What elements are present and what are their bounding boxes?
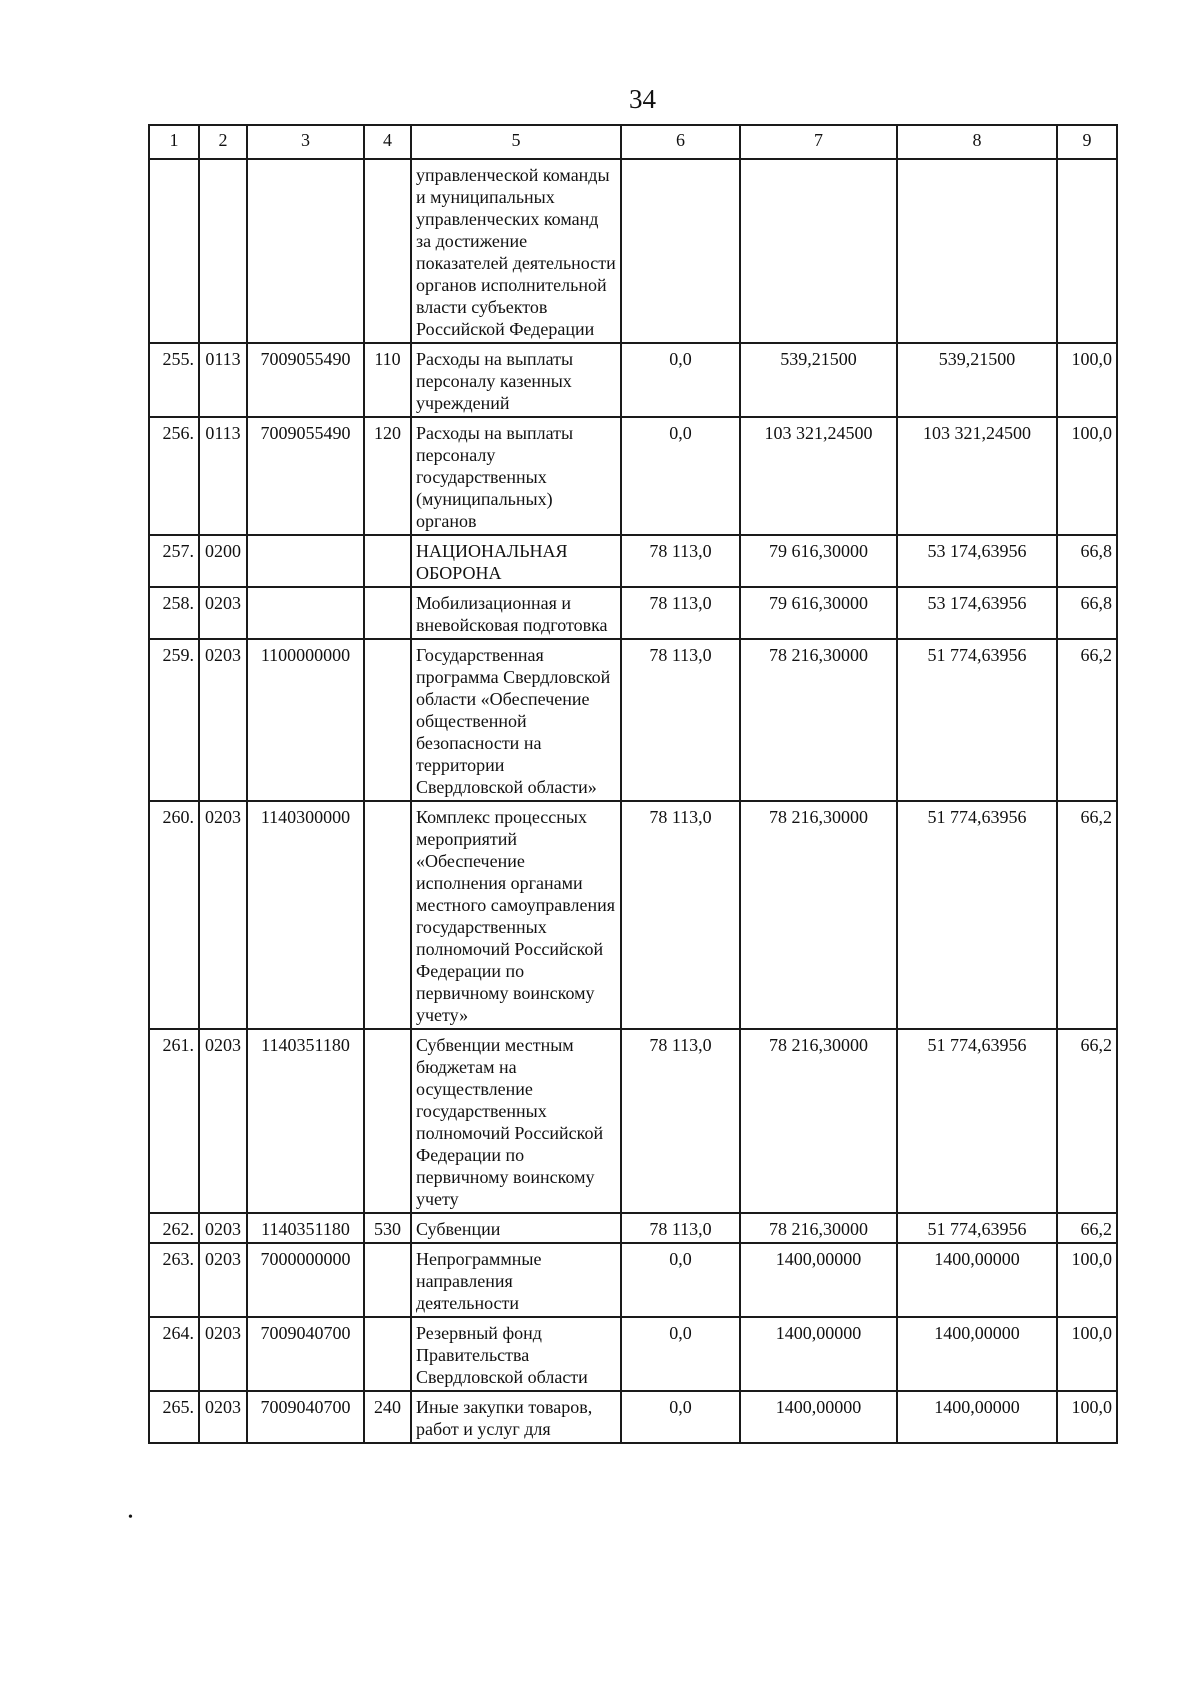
table-cell: 53 174,63956 [897,535,1057,587]
table-row [149,801,1117,1029]
table-cell: 100,0 [1057,1391,1117,1443]
table-cell: 7009040700 [247,1391,364,1443]
table-cell: 1400,00000 [897,1243,1057,1317]
table-cell: 1140300000 [247,801,364,1029]
column-header-4: 4 [364,125,411,159]
table-cell: 51 774,63956 [897,639,1057,801]
table-cell: 0113 [199,417,247,535]
table-cell: Комплекс процессных мероприятий «Обеспечение исполнения органами местного самоуправления государственных полномочий Российской Федерации по первичному воинскому учету» [411,801,621,1029]
table-cell [364,639,411,801]
table-cell: 260. [149,801,199,1029]
table-cell [199,159,247,343]
table-row [149,417,1117,535]
table-cell: 539,21500 [740,343,897,417]
table-cell: 0203 [199,587,247,639]
table-cell: 259. [149,639,199,801]
column-header-2: 2 [199,125,247,159]
table-cell: 79 616,30000 [740,587,897,639]
table-cell [247,159,364,343]
table-row [149,343,1117,417]
table-cell: 100,0 [1057,1243,1117,1317]
column-header-8: 8 [897,125,1057,159]
scan-mark: • [128,1510,133,1525]
table-cell: Субвенции местным бюджетам на осуществление государственных полномочий Российской Федерации по первичному воинскому учету [411,1029,621,1213]
table-cell: 78 216,30000 [740,1029,897,1213]
table-cell: 79 616,30000 [740,535,897,587]
column-header-6: 6 [621,125,740,159]
table-cell: 0203 [199,801,247,1029]
table-row [149,639,1117,801]
table-cell: 0203 [199,1391,247,1443]
table-cell: Резервный фонд Правительства Свердловской области [411,1317,621,1391]
budget-table [148,124,1118,1444]
table-cell: 264. [149,1317,199,1391]
table-cell: 66,2 [1057,1029,1117,1213]
table-header [149,125,1117,159]
table-cell: 1400,00000 [897,1317,1057,1391]
table-cell: 1400,00000 [740,1317,897,1391]
table-cell: Субвенции [411,1213,621,1243]
table-cell: 78 216,30000 [740,1213,897,1243]
table-cell: 100,0 [1057,417,1117,535]
table-cell: Государственная программа Свердловской области «Обеспечение общественной безопасности на территории Свердловской области» [411,639,621,801]
table-cell: 100,0 [1057,343,1117,417]
table-cell: 78 113,0 [621,535,740,587]
table-cell: 103 321,24500 [897,417,1057,535]
table-cell: 261. [149,1029,199,1213]
table-cell: 78 216,30000 [740,639,897,801]
table-cell: 262. [149,1213,199,1243]
table-cell: 255. [149,343,199,417]
table-cell: 258. [149,587,199,639]
table-cell: Мобилизационная и вневойсковая подготовка [411,587,621,639]
table-cell: 66,2 [1057,639,1117,801]
table-cell: 257. [149,535,199,587]
table-cell: 78 113,0 [621,801,740,1029]
table-cell: 0,0 [621,343,740,417]
table-cell [149,159,199,343]
table-cell: 51 774,63956 [897,1029,1057,1213]
table-cell: 53 174,63956 [897,587,1057,639]
table-cell: 78 113,0 [621,1213,740,1243]
table-cell [364,535,411,587]
table-row [149,1243,1117,1317]
table-row [149,587,1117,639]
column-header-3: 3 [247,125,364,159]
table-cell: 66,8 [1057,587,1117,639]
table-cell: 263. [149,1243,199,1317]
table-body [149,159,1117,1443]
table-row [149,1213,1117,1243]
table-cell: НАЦИОНАЛЬНАЯ ОБОРОНА [411,535,621,587]
table-cell: 256. [149,417,199,535]
table-cell [897,159,1057,343]
table-cell: 0203 [199,1243,247,1317]
table-cell: 51 774,63956 [897,801,1057,1029]
table-row [149,535,1117,587]
table-cell: 66,2 [1057,1213,1117,1243]
table-cell: 7000000000 [247,1243,364,1317]
table-cell: 1140351180 [247,1213,364,1243]
column-header-9: 9 [1057,125,1117,159]
table-cell: 0203 [199,1213,247,1243]
table-cell [364,1317,411,1391]
column-header-1: 1 [149,125,199,159]
table-cell: 120 [364,417,411,535]
column-header-7: 7 [740,125,897,159]
table-cell: 110 [364,343,411,417]
table-cell: 1100000000 [247,639,364,801]
table-cell [247,535,364,587]
table-cell: 0,0 [621,1243,740,1317]
table-cell: 0203 [199,1029,247,1213]
table-cell: 0203 [199,639,247,801]
table-cell: 1400,00000 [740,1391,897,1443]
table-row [149,1029,1117,1213]
table-cell [364,587,411,639]
table-cell: Непрограммные направления деятельности [411,1243,621,1317]
table-cell: 265. [149,1391,199,1443]
table-cell: 78 216,30000 [740,801,897,1029]
table-cell: 0,0 [621,1317,740,1391]
table-cell: 100,0 [1057,1317,1117,1391]
table-cell: 1140351180 [247,1029,364,1213]
table-cell [364,159,411,343]
column-header-5: 5 [411,125,621,159]
table-cell [1057,159,1117,343]
table-cell: 0200 [199,535,247,587]
table-cell: 0113 [199,343,247,417]
table-cell: 78 113,0 [621,1029,740,1213]
table-row [149,1391,1117,1443]
table-cell: 0203 [199,1317,247,1391]
table-cell: 1400,00000 [740,1243,897,1317]
table-cell: управленческой команды и муниципальных управленческих команд за достижение показателей деятельности органов исполнительной власти субъектов Российской Федерации [411,159,621,343]
table-cell [247,587,364,639]
table-row [149,159,1117,343]
table-cell [364,1029,411,1213]
table-row [149,1317,1117,1391]
table-cell: 1400,00000 [897,1391,1057,1443]
table-cell: 51 774,63956 [897,1213,1057,1243]
table-cell: 240 [364,1391,411,1443]
table-cell: Расходы на выплаты персоналу государственных (муниципальных) органов [411,417,621,535]
table-cell [364,801,411,1029]
table-cell: Расходы на выплаты персоналу казенных учреждений [411,343,621,417]
table-cell: 7009055490 [247,417,364,535]
table-cell: 530 [364,1213,411,1243]
table-cell: 539,21500 [897,343,1057,417]
header-row [149,125,1117,159]
table-cell: Иные закупки товаров, работ и услуг для [411,1391,621,1443]
table-cell [740,159,897,343]
table-cell: 78 113,0 [621,587,740,639]
table-cell: 103 321,24500 [740,417,897,535]
table-cell: 66,2 [1057,801,1117,1029]
table-cell: 7009055490 [247,343,364,417]
table-cell: 78 113,0 [621,639,740,801]
page-number: 34 [629,84,656,114]
table-cell [621,159,740,343]
table-cell [364,1243,411,1317]
table-cell: 0,0 [621,417,740,535]
table-cell: 7009040700 [247,1317,364,1391]
table-cell: 0,0 [621,1391,740,1443]
table-cell: 66,8 [1057,535,1117,587]
